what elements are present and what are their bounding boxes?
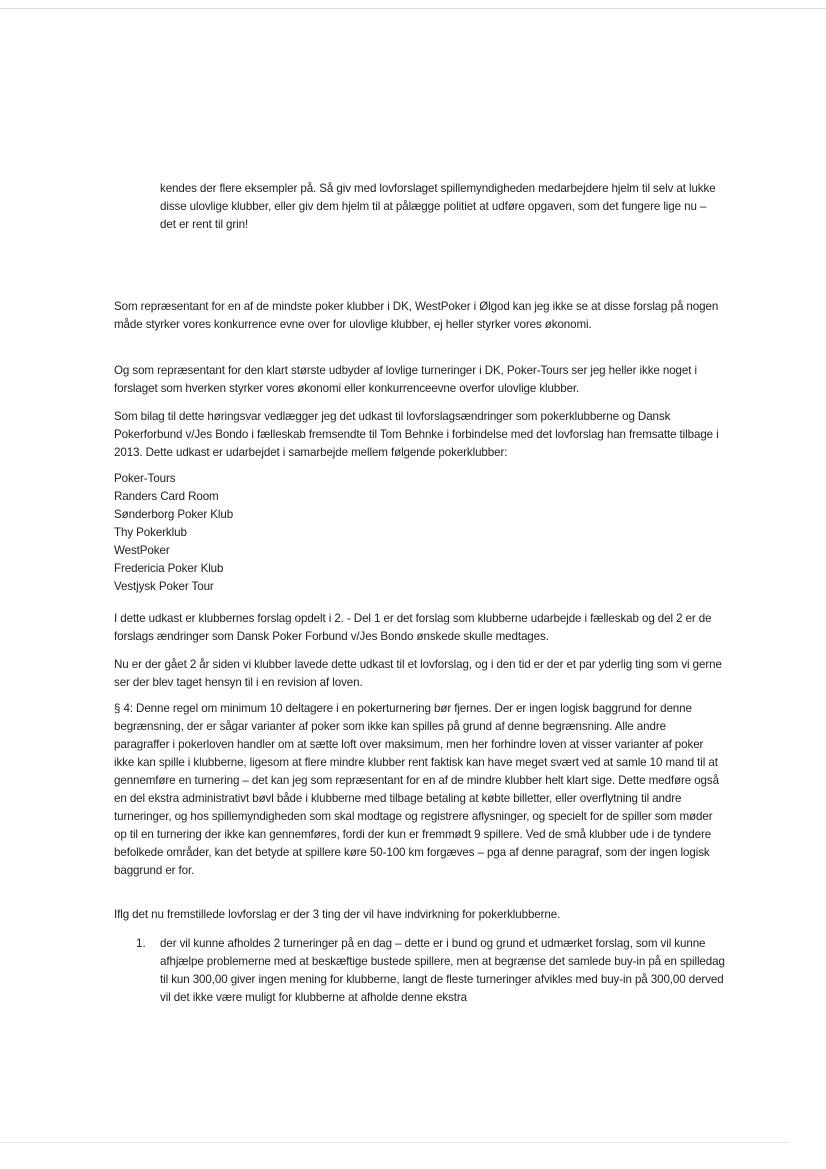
scan-edge-top	[0, 8, 826, 9]
list-number: 1.	[136, 937, 146, 950]
paragraph-5: Nu er der gået 2 år siden vi klubber lavede dette udkast til et lovforslag, og i den tid er der et par yderlig ting som vi gerne ser der blev taget hensyn til i en revision af loven.	[114, 658, 722, 689]
paragraph-4: I dette udkast er klubbernes forslag opdelt i 2. - Del 1 er det forslag som klubberne udarbejde i fælleskab og del 2 er de forslags ændringer som Dansk Poker Forbund v/Jes Bondo ønskede skulle medtages.	[114, 612, 712, 643]
club-list-item: Fredericia Poker Klub	[114, 562, 224, 575]
club-list-item: Vestjysk Poker Tour	[114, 580, 214, 593]
scan-edge-bottom	[0, 1142, 790, 1143]
club-list-item: Poker-Tours	[114, 472, 176, 485]
paragraph-3: Som bilag til dette høringsvar vedlægger jeg det udkast til lovforslagsændringer som pokerklubberne og Dansk Pokerforbund v/Jes Bondo i fælleskab fremsendte til Tom Behnke i forbindelse med det lovforslag han fremsatte tilbage i 2013. Dette udkast er udarbejdet i samarbejde mellem følgende pokerklubber:	[114, 410, 719, 459]
paragraph-7: Iflg det nu fremstillede lovforslag er der 3 ting der vil have indvirkning for pokerklubberne.	[114, 908, 561, 921]
list-item-text: der vil kunne afholdes 2 turneringer på en dag – dette er i bund og grund et udmærket forslag, som vil kunne afhjælpe problemerne med at beskæftige bustede spillere, men at begrænse det samlede buy-in på en spilledag til kun 300,00 giver ingen mening for klubberne, langt de fleste turneringer afvikles med buy-in på 300,00 derved vil det ikke være muligt for klubberne at afholde denne ekstra	[160, 937, 725, 1004]
club-list-item: Randers Card Room	[114, 490, 219, 503]
paragraph-2: Og som repræsentant for den klart største udbyder af lovlige turneringer i DK, Poker-Tours ser jeg heller ikke noget i forslaget som hverken styrker vores økonomi eller konkurrenceevne overfor ulovlige klubber.	[114, 364, 697, 395]
paragraph-6-section-4: § 4: Denne regel om minimum 10 deltagere i en pokerturnering bør fjernes. Der er ingen logisk baggrund for denne begrænsning, der er sågar varianter af poker som ikke kan spilles på grund af denne begrænsning. Alle andre paragraffer i pokerloven handler om at sætte loft over maksimum, men her forhindre loven at visser varianter af poker ikke kan spille i klubberne, ligesom at flere mindre klubber rent faktisk kan have meget svært ved at samle 10 mand til at gennemføre en turnering – det kan jeg som repræsentant for en af de mindre klubber helt klart sige. Dette medføre også en del ekstra administrativt bøvl både i klubberne med tilbage betaling at købte billetter, eller overflytning til andre turneringer, og hos spillemyndigheden som skal modtage og registrere aflysninger, og specielt for de spiller som møder op til en turnering der ikke kan gennemføres, fordi der kun er fremmødt 9 spillere. Ved de små klubber ude i de tyndere befolkede områder, kan det betyde at spillere køre 50-100 km forgæves – pga af denne paragraf, som der ingen logisk baggrund er for.	[114, 702, 719, 877]
club-list-item: Thy Pokerklub	[114, 526, 187, 539]
paragraph-1: Som repræsentant for en af de mindste poker klubber i DK, WestPoker i Ølgod kan jeg ikke se at disse forslag på nogen måde styrker vores konkurrence evne over for ulovlige klubber, ej heller styrker vores økonomi.	[114, 300, 719, 331]
continuation-paragraph: kendes der flere eksempler på. Så giv med lovforslaget spillemyndigheden medarbejdere hjelm til selv at lukke disse ulovlige klubber, eller giv dem hjelm til at pålægge politiet at udføre opgaven, som det fungere lige nu – det er rent til grin!	[160, 182, 716, 231]
club-list-item: Sønderborg Poker Klub	[114, 508, 234, 521]
club-list	[114, 470, 414, 596]
club-list-item: WestPoker	[114, 544, 170, 557]
